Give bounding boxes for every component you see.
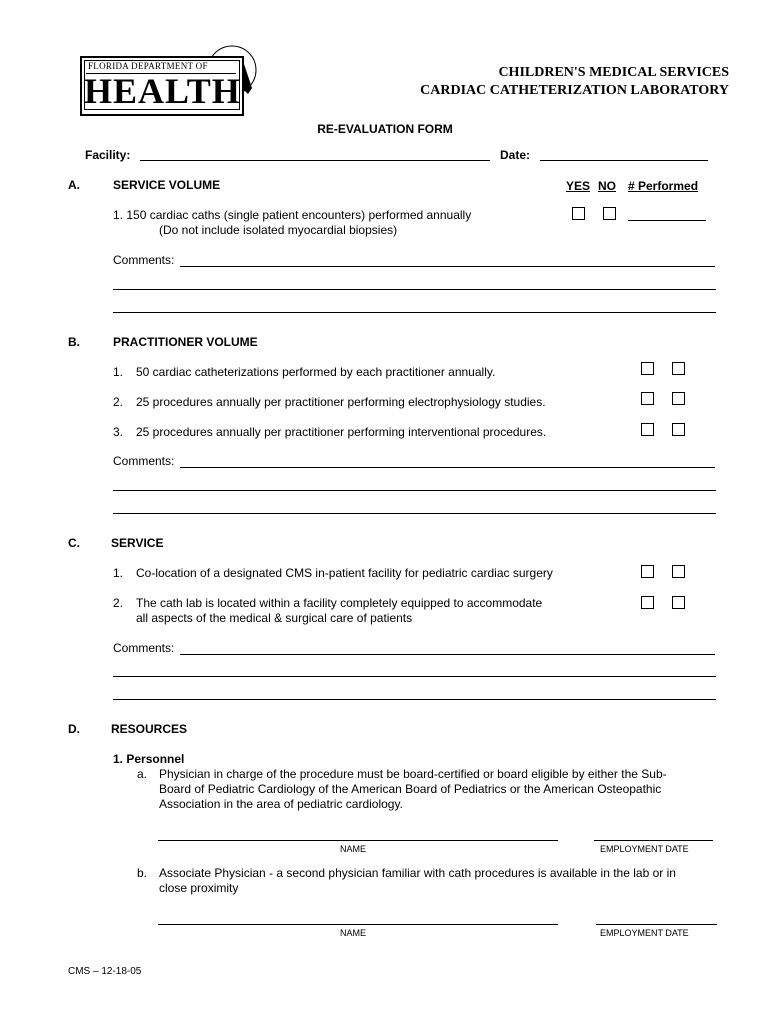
date-label: Date: <box>500 148 531 162</box>
section-d-letter: D. <box>68 722 80 736</box>
section-c-item-2-yes-checkbox[interactable] <box>641 596 654 609</box>
section-c-item-2-no-checkbox[interactable] <box>672 596 685 609</box>
section-c-title: SERVICE <box>111 536 164 550</box>
section-d-personnel-title: 1. Personnel <box>113 752 185 766</box>
section-a-item-1-yes-checkbox[interactable] <box>572 207 585 220</box>
section-a-comments-line-1[interactable] <box>180 266 715 267</box>
section-d-item-b-letter: b. <box>137 866 148 880</box>
section-b-item-1-text: 50 cardiac catheterizations performed by each practitioner annually. <box>136 365 496 379</box>
section-b-comments-label: Comments: <box>113 454 175 468</box>
section-b-item-3-text: 25 procedures annually per practitioner performing interventional procedures. <box>136 425 547 439</box>
section-b-comments-line-2[interactable] <box>113 490 716 491</box>
section-b-item-2-text: 25 procedures annually per practitioner performing electrophysiology studies. <box>136 395 546 409</box>
section-a-item-1-line-1: 1. 150 cardiac caths (single patient encounters) performed annually <box>113 208 472 222</box>
section-a-comments-line-3[interactable] <box>113 312 716 313</box>
section-d-item-b-name-label: NAME <box>340 928 367 938</box>
section-b-letter: B. <box>68 335 80 349</box>
section-b-item-3-num: 3. <box>113 425 124 439</box>
section-b-item-1-yes-checkbox[interactable] <box>641 362 654 375</box>
section-c-item-1-num: 1. <box>113 566 124 580</box>
form-title: RE-EVALUATION FORM <box>317 122 453 136</box>
section-d-item-a-line-2: Board of Pediatric Cardiology of the American Board of Pediatrics or the American Osteopathic <box>159 782 662 796</box>
section-d-item-b-line-1: Associate Physician - a second physician familiar with cath procedures is available in the lab or in <box>159 866 676 880</box>
section-c-item-1-yes-checkbox[interactable] <box>641 565 654 578</box>
section-d-item-a-line-1: Physician in charge of the procedure must be board-certified or board eligible by either the Sub- <box>159 767 667 781</box>
facility-label: Facility: <box>85 148 131 162</box>
header-line-1: CHILDREN'S MEDICAL SERVICES <box>498 65 729 80</box>
section-d-item-a-date-field[interactable] <box>594 840 713 841</box>
section-a-item-1-line-2: (Do not include isolated myocardial biopsies) <box>159 223 398 237</box>
section-b-item-2-num: 2. <box>113 395 124 409</box>
section-c-item-2-line-2: all aspects of the medical & surgical care of patients <box>136 611 413 625</box>
section-d-item-a-name-label: NAME <box>340 844 367 854</box>
header-line-2: CARDIAC CATHETERIZATION LABORATORY <box>420 83 729 98</box>
col-yes-header: YES <box>566 179 591 193</box>
section-b-item-1-no-checkbox[interactable] <box>672 362 685 375</box>
section-a-title: SERVICE VOLUME <box>113 178 221 192</box>
col-performed-header: # Performed <box>628 179 699 193</box>
section-d-item-a-letter: a. <box>137 767 148 781</box>
section-b-item-2-yes-checkbox[interactable] <box>641 392 654 405</box>
footer-form-code: CMS – 12-18-05 <box>68 966 142 977</box>
section-a-letter: A. <box>68 178 80 192</box>
date-field[interactable] <box>540 160 708 161</box>
section-d-item-b-date-field[interactable] <box>596 924 717 925</box>
section-c-item-2-num: 2. <box>113 596 124 610</box>
section-c-letter: C. <box>68 536 80 550</box>
section-c-item-1-no-checkbox[interactable] <box>672 565 685 578</box>
section-b-comments-line-3[interactable] <box>113 513 716 514</box>
section-c-item-1-text: Co-location of a designated CMS in-patient facility for pediatric cardiac surgery <box>136 566 553 580</box>
section-c-item-2-line-1: The cath lab is located within a facility completely equipped to accommodate <box>136 596 543 610</box>
section-b-comments-line-1[interactable] <box>180 467 715 468</box>
section-c-comments-label: Comments: <box>113 641 175 655</box>
section-b-title: PRACTITIONER VOLUME <box>113 335 258 349</box>
section-a-comments-label: Comments: <box>113 253 175 267</box>
col-no-header: NO <box>598 179 616 193</box>
section-c-comments-line-2[interactable] <box>113 676 716 677</box>
logo-main-text: HEALTH <box>84 71 241 111</box>
section-d-item-b-name-field[interactable] <box>158 924 558 925</box>
section-d-title: RESOURCES <box>111 722 188 736</box>
section-d-item-a-date-label: EMPLOYMENT DATE <box>600 844 689 854</box>
facility-field[interactable] <box>140 160 490 161</box>
logo-top-text: FLORIDA DEPARTMENT OF <box>88 61 208 71</box>
section-b-item-1-num: 1. <box>113 365 124 379</box>
section-b-item-2-no-checkbox[interactable] <box>672 392 685 405</box>
section-c-comments-line-1[interactable] <box>180 654 715 655</box>
section-d-item-b-line-2: close proximity <box>159 881 239 895</box>
section-a-comments-line-2[interactable] <box>113 289 716 290</box>
section-d-item-a-line-3: Association in the area of pediatric cardiology. <box>159 797 403 811</box>
health-logo <box>80 44 260 114</box>
section-b-item-3-yes-checkbox[interactable] <box>641 423 654 436</box>
section-a-item-1-no-checkbox[interactable] <box>603 207 616 220</box>
section-d-item-b-date-label: EMPLOYMENT DATE <box>600 928 689 938</box>
section-c-comments-line-3[interactable] <box>113 699 716 700</box>
section-d-item-a-name-field[interactable] <box>158 840 558 841</box>
section-b-item-3-no-checkbox[interactable] <box>672 423 685 436</box>
section-a-performed-field[interactable] <box>628 220 706 221</box>
